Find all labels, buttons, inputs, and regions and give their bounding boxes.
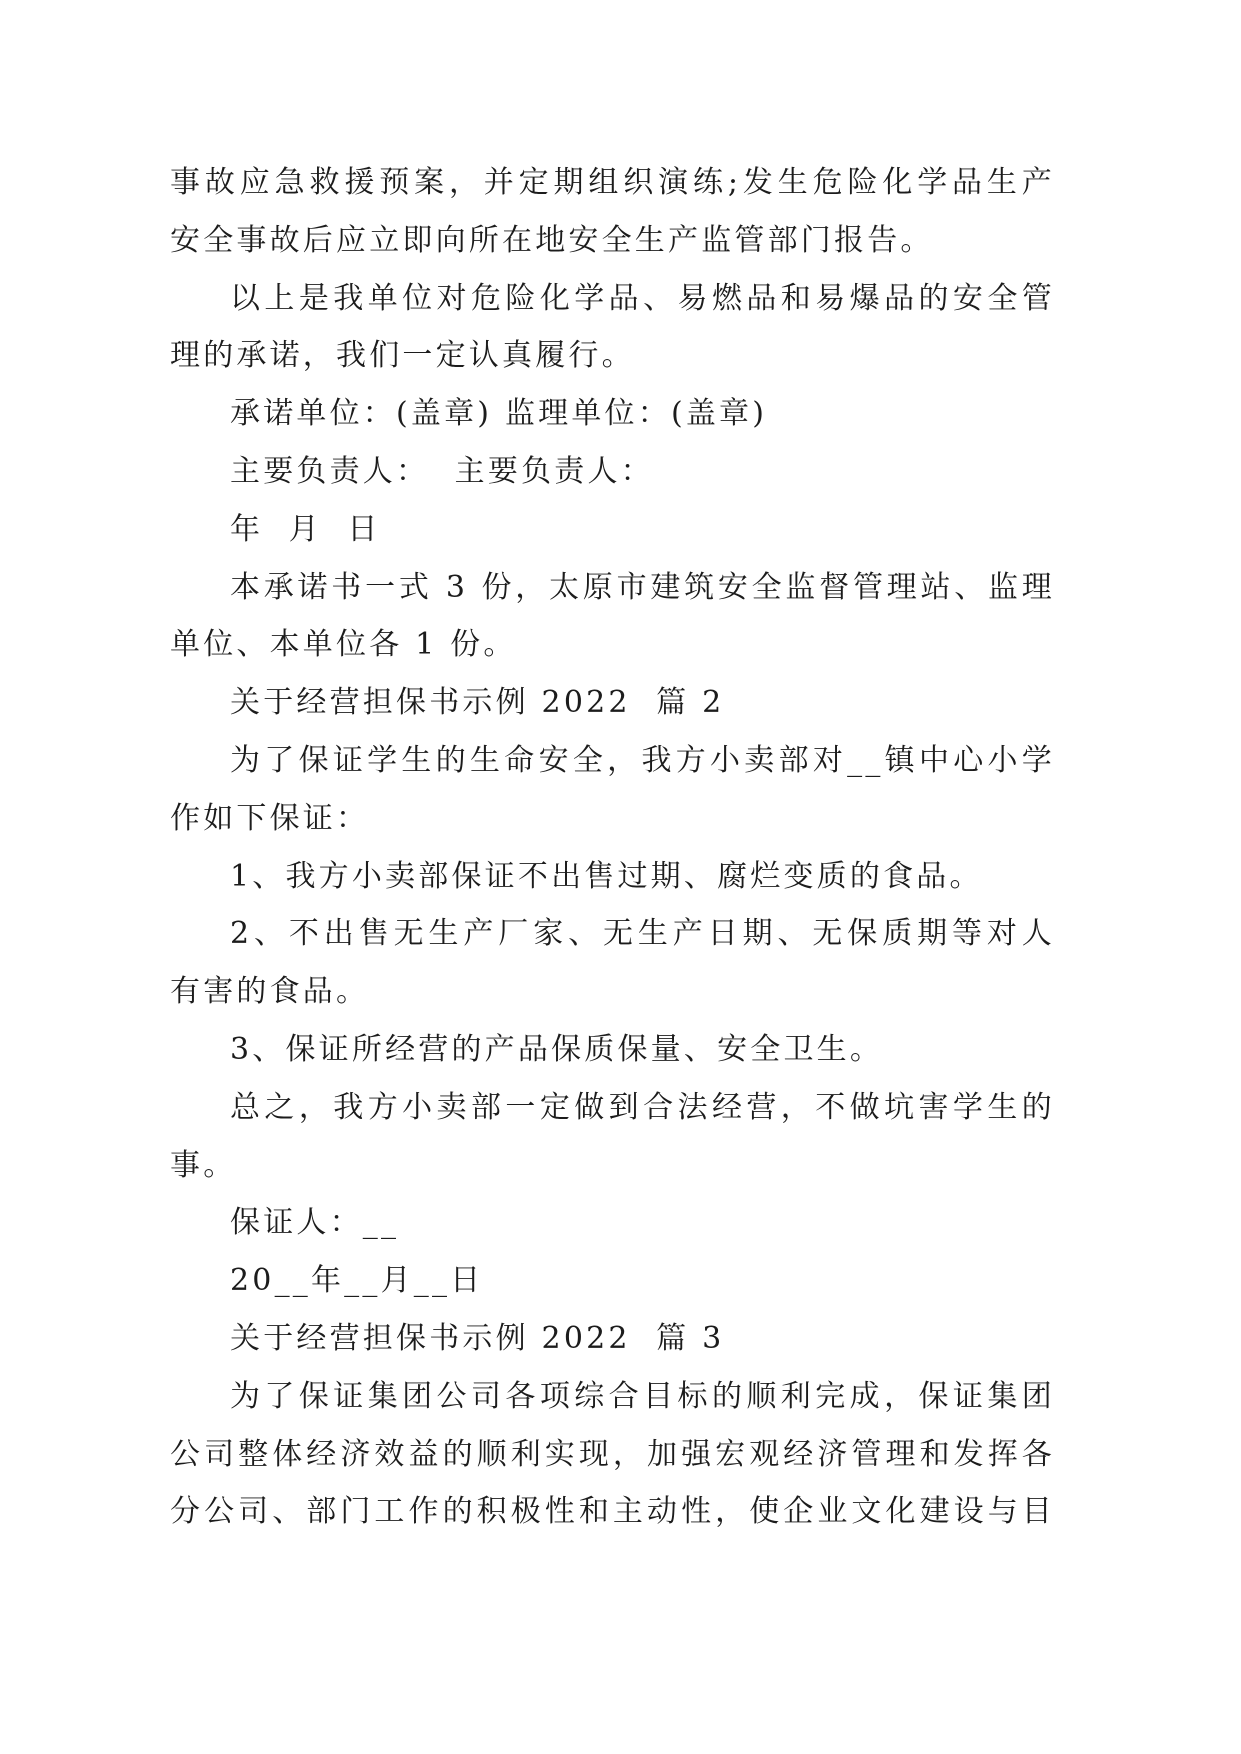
section-3-heading: 关于经营担保书示例 2022 篇 3: [230, 1320, 725, 1356]
copies-note-line-2: 单位、本单位各 1 份。: [170, 627, 517, 663]
conclusion-line-1: 总之，我方小卖部一定做到合法经营，不做坑害学生的: [230, 1089, 1055, 1125]
document-body: [170, 154, 1055, 1541]
copies-note-line-1: 本承诺书一式 3 份，太原市建筑安全监督管理站、监理: [230, 569, 1055, 605]
signature-units: 承诺单位：(盖章) 监理单位：(盖章): [230, 396, 768, 432]
section-2-intro-line-2: 作如下保证：: [170, 800, 370, 836]
guarantee-item-2-line-1: 2、不出售无生产厂家、无生产日期、无保质期等对人: [230, 916, 1055, 952]
signature-date: 年 月 日: [230, 511, 381, 547]
emergency-paragraph-line-2: 安全事故后应立即向所在地安全生产监管部门报告。: [170, 222, 934, 258]
guarantee-item-2-line-2: 有害的食品。: [170, 974, 370, 1010]
guarantee-item-3: 3、保证所经营的产品保质保量、安全卫生。: [230, 1031, 884, 1067]
section-3-intro-line-1: 为了保证集团公司各项综合目标的顺利完成，保证集团: [230, 1378, 1055, 1414]
closing-paragraph-line-1: 以上是我单位对危险化学品、易燃品和易爆品的安全管: [230, 280, 1055, 316]
emergency-paragraph-line-1: 事故应急救援预案，并定期组织演练;发生危险化学品生产: [170, 165, 1055, 200]
guarantor-signature: 保证人：__: [230, 1205, 400, 1241]
section-2-intro-line-1: 为了保证学生的生命安全，我方小卖部对__镇中心小学: [230, 742, 1055, 778]
section-3-intro-line-2: 公司整体经济效益的顺利实现，加强宏观经济管理和发挥各: [170, 1436, 1055, 1472]
guarantee-date: 20__年__月__日: [230, 1263, 484, 1299]
conclusion-line-2: 事。: [170, 1147, 237, 1183]
guarantee-item-1: 1、我方小卖部保证不出售过期、腐烂变质的食品。: [230, 858, 983, 894]
closing-paragraph-line-2: 理的承诺，我们一定认真履行。: [170, 338, 635, 374]
section-2-heading: 关于经营担保书示例 2022 篇 2: [230, 685, 725, 721]
signature-persons: 主要负责人： 主要负责人：: [230, 453, 654, 489]
section-3-intro-line-3: 分公司、部门工作的积极性和主动性，使企业文化建设与目: [170, 1494, 1055, 1530]
